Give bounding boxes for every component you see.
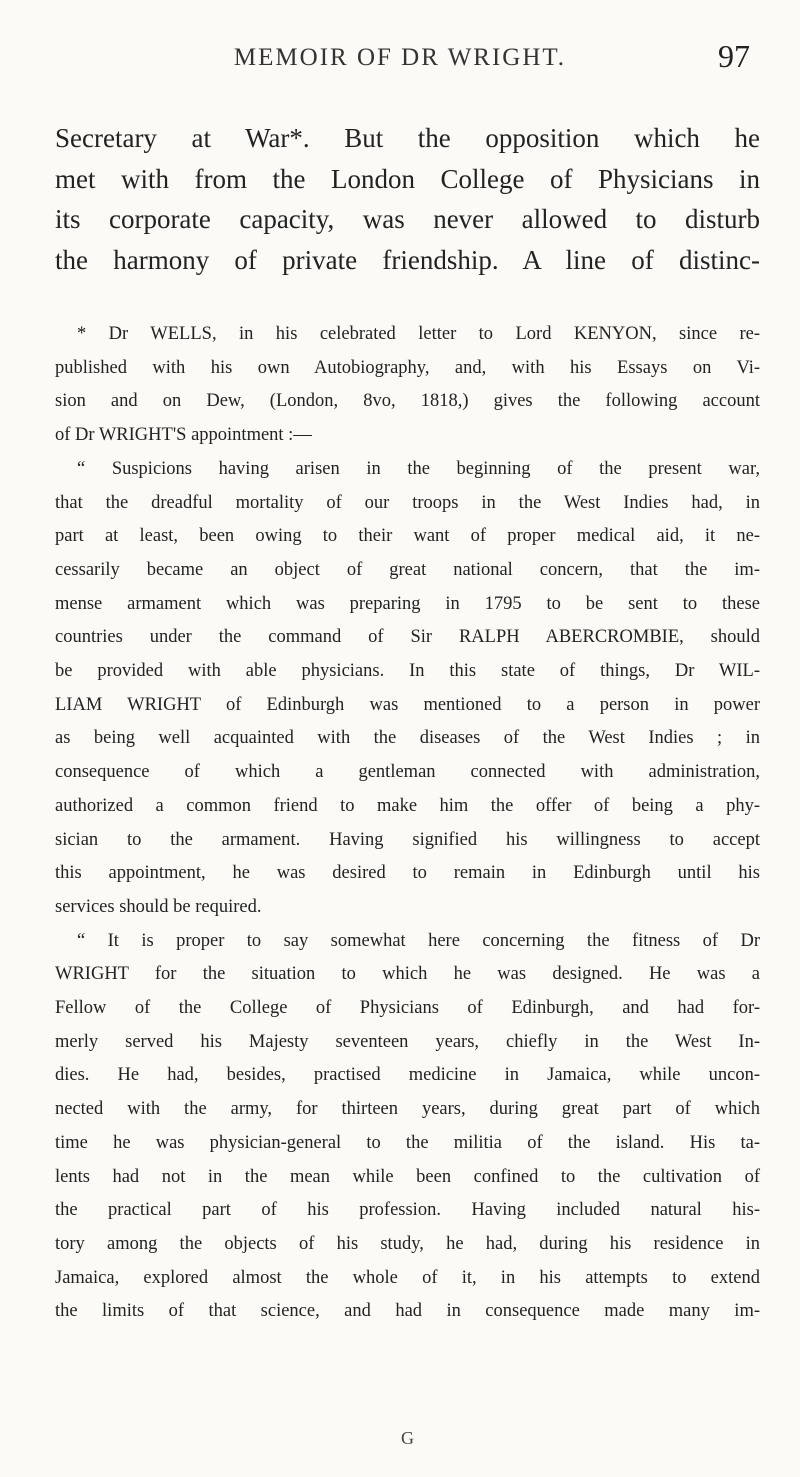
page-header xyxy=(0,36,800,86)
footnote-line: WRIGHT for the situation to which he was designed. He was a xyxy=(55,964,760,985)
text-line: its corporate capacity, was never allowed to disturb xyxy=(55,204,760,234)
footnote-line: time he was physician-general to the militia of the island. His ta- xyxy=(55,1132,760,1153)
footnote-line: that the dreadful mortality of our troops in the West Indies had, in xyxy=(55,492,760,513)
footnote-line: countries under the command of Sir RALPH ABERCROMBIE, should xyxy=(55,627,760,648)
footnote-line: Jamaica, explored almost the whole of it, in his attempts to extend xyxy=(55,1267,760,1288)
footnote-line: the practical part of his profession. Having included natural his- xyxy=(55,1200,760,1221)
footnote-line: Fellow of the College of Physicians of Edinburgh, and had for- xyxy=(55,998,760,1019)
footnote-line: cessarily became an object of great national concern, that the im- xyxy=(55,559,760,580)
footnote-line: lents had not in the mean while been confined to the cultivation of xyxy=(55,1166,760,1187)
footnote-line: this appointment, he was desired to remain in Edinburgh until his xyxy=(55,863,760,884)
footnote-line: be provided with able physicians. In this state of things, Dr WIL- xyxy=(55,661,760,682)
footnote-line: dies. He had, besides, practised medicine in Jamaica, while uncon- xyxy=(55,1065,760,1086)
running-title: MEMOIR OF DR WRIGHT. xyxy=(233,44,567,71)
footnote-line: “ It is proper to say somewhat here concerning the fitness of Dr xyxy=(77,930,760,951)
footnote-line: tory among the objects of his study, he had, during his residence in xyxy=(55,1233,760,1254)
footnote-line: merly served his Majesty seventeen years, chiefly in the West In- xyxy=(55,1031,760,1052)
footnote-line: as being well acquainted with the diseases of the West Indies ; in xyxy=(55,728,760,749)
footnote-line: nected with the army, for thirteen years, during great part of which xyxy=(55,1099,760,1120)
footnote-line: consequence of which a gentleman connected with administration, xyxy=(55,762,760,783)
footnote-line: of Dr WRIGHT'S appointment :— xyxy=(55,425,312,446)
footnote-line: part at least, been owing to their want of proper medical aid, it ne- xyxy=(55,526,760,547)
footnote-line: “ Suspicions having arisen in the beginning of the present war, xyxy=(77,458,760,479)
footnote-line: authorized a common friend to make him the offer of being a phy- xyxy=(55,795,760,816)
footnote-line: * Dr WELLS, in his celebrated letter to Lord KENYON, since re- xyxy=(77,324,760,344)
footnote-line: mense armament which was preparing in 1795 to be sent to these xyxy=(55,593,760,614)
footnote-line: sician to the armament. Having signified his willingness to accept xyxy=(55,829,760,850)
footnote-line: published with his own Autobiography, and, with his Essays on Vi- xyxy=(55,357,760,378)
page-number: 97 xyxy=(718,38,750,74)
footnote-line: the limits of that science, and had in consequence made many im- xyxy=(55,1301,760,1322)
text-line: the harmony of private friendship. A line of distinc- xyxy=(55,244,760,275)
signature-mark: G xyxy=(401,1428,414,1448)
footnote-line: sion and on Dew, (London, 8vo, 1818,) gives the following account xyxy=(55,391,760,412)
text-line: met with from the London College of Physicians in xyxy=(55,163,760,194)
main-text xyxy=(55,118,760,280)
footnote xyxy=(55,318,760,1329)
text-line: Secretary at War*. But the opposition which he xyxy=(55,123,760,153)
footnote-line: LIAM WRIGHT of Edinburgh was mentioned to a person in power xyxy=(55,694,760,715)
footnote-line: services should be required. xyxy=(55,896,262,917)
